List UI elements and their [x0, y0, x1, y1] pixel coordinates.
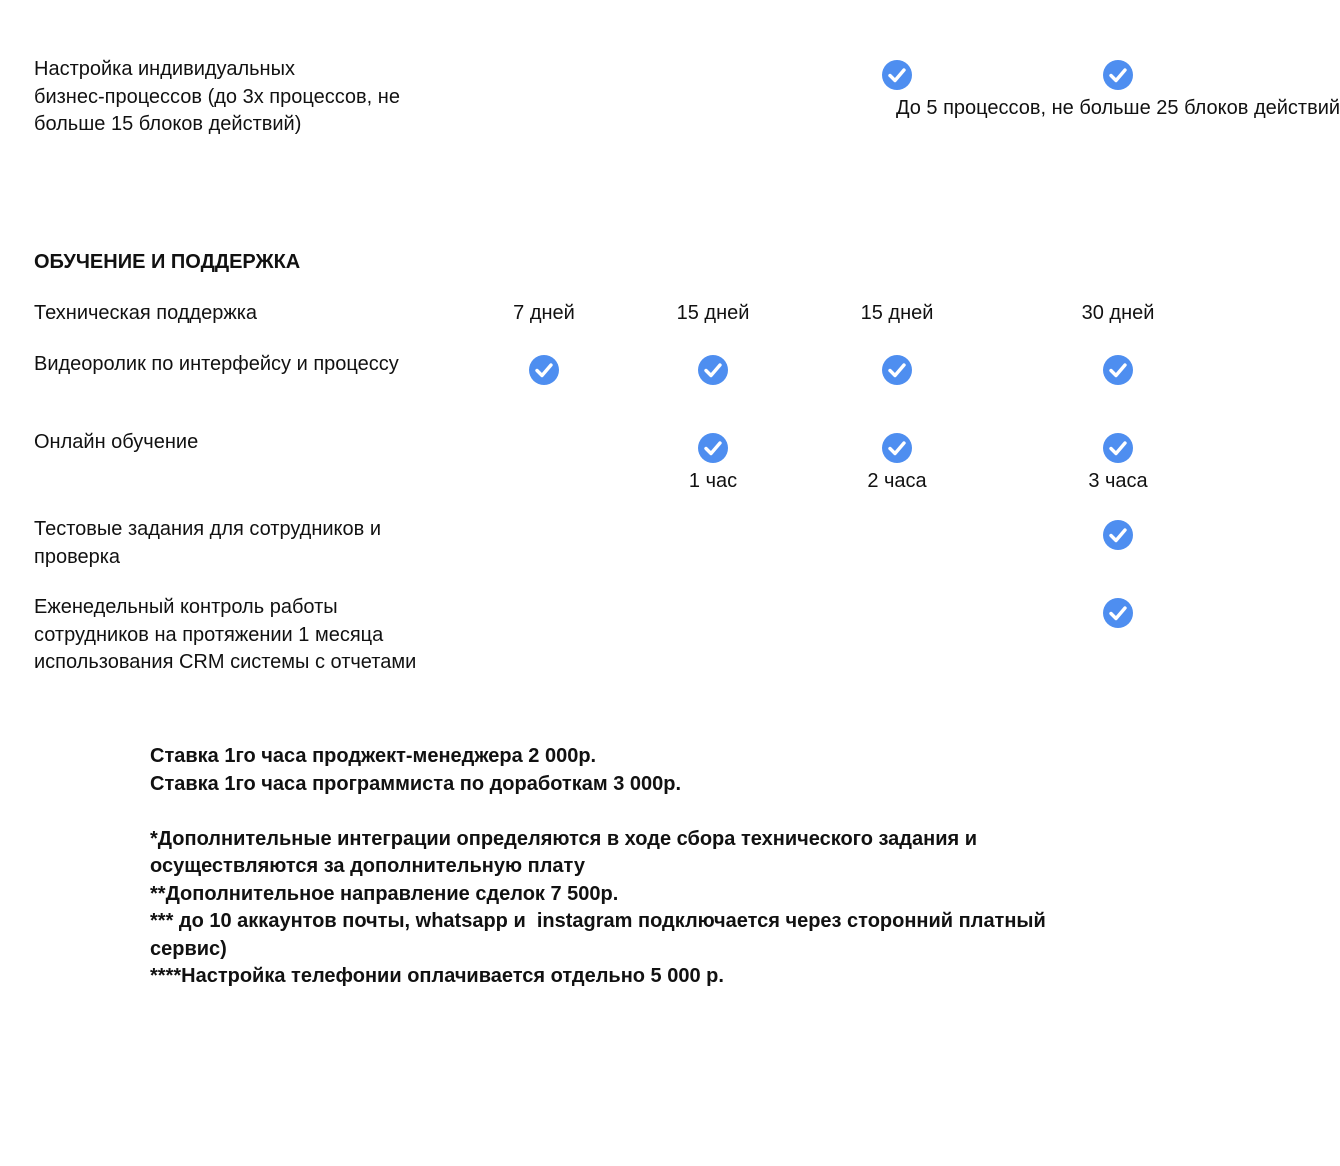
notes-spacer	[150, 798, 1110, 826]
pricing-notes	[150, 743, 1110, 991]
online-training-plan3-value: 2 часа	[867, 470, 927, 492]
business-processes-plan4-note: До 5 процессов, не больше 25 блоков действий	[895, 97, 1340, 119]
check-circle-icon	[1102, 519, 1134, 551]
tech-support-plan1-value: 7 дней	[513, 302, 575, 324]
feature-label-test-tasks: Тестовые задания для сотрудников и проверка	[34, 518, 382, 568]
tech-support-plan2-value: 15 дней	[676, 302, 750, 324]
online-training-plan4-value: 3 часа	[1088, 470, 1148, 492]
check-circle-icon	[881, 59, 913, 91]
online-training-plan2-value: 1 час	[688, 470, 738, 492]
section-heading-training-support: ОБУЧЕНИЕ И ПОДДЕРЖКА	[34, 251, 301, 273]
check-circle-icon	[881, 432, 913, 464]
note-integrations: *Дополнительные интеграции определяются в ходе сбора технического задания и осуществляются за дополнительную плату	[150, 827, 978, 877]
feature-label-business-processes: Настройка индивидуальных бизнес-процессов (до 3х процессов, не больше 15 блоков действий)	[34, 58, 400, 135]
check-circle-icon	[528, 354, 560, 386]
note-telephony: ****Настройка телефонии оплачивается отдельно 5 000 р.	[150, 965, 724, 987]
check-circle-icon	[881, 354, 913, 386]
check-circle-icon	[1102, 354, 1134, 386]
check-circle-icon	[1102, 59, 1134, 91]
feature-label-video: Видеоролик по интерфейсу и процессу	[34, 353, 399, 375]
tech-support-plan4-value: 30 дней	[1081, 302, 1155, 324]
note-accounts: *** до 10 аккаунтов почты, whatsapp и instagram подключается через сторонний платный сервис)	[150, 910, 1046, 960]
rate-programmer: Ставка 1го часа программиста по доработкам 3 000р.	[150, 772, 682, 795]
note-deal-direction: **Дополнительное направление сделок 7 500р.	[150, 882, 619, 905]
feature-label-tech-support: Техническая поддержка	[34, 302, 258, 324]
feature-label-online-training: Онлайн обучение	[34, 431, 199, 453]
check-circle-icon	[1102, 597, 1134, 629]
tech-support-plan3-value: 15 дней	[860, 302, 934, 324]
check-circle-icon	[697, 354, 729, 386]
check-circle-icon	[1102, 432, 1134, 464]
feature-label-weekly-control: Еженедельный контроль работы сотрудников на протяжении 1 месяца использования CRM системы с отчетами	[34, 596, 417, 673]
check-circle-icon	[697, 432, 729, 464]
rate-project-manager: Ставка 1го часа проджект-менеджера 2 000р.	[150, 745, 597, 767]
